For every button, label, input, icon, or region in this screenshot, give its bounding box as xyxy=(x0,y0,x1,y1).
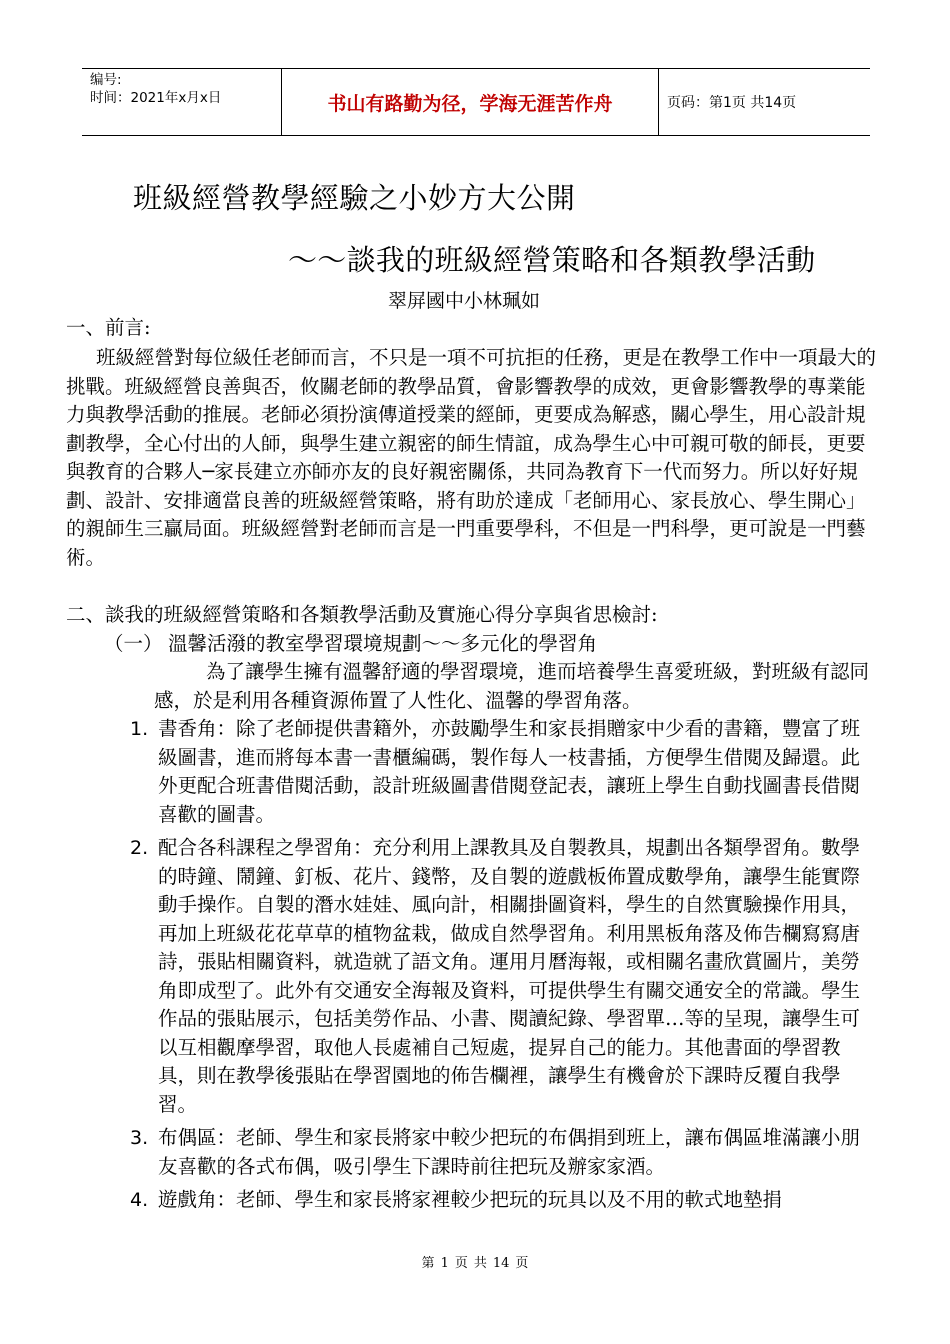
document-title: 班級經營教學經驗之小妙方大公開 xyxy=(133,181,576,215)
subsection-heading xyxy=(104,630,924,659)
author-line: 翠屏國中小林珮如 xyxy=(388,290,541,312)
section1-heading: 一、前言: xyxy=(66,316,151,339)
page-footer xyxy=(0,1252,950,1271)
footer-page-number: 1 xyxy=(440,1256,449,1271)
numbered-list xyxy=(130,715,878,1215)
header-page-info: 页码：第1页 共14页 xyxy=(667,95,797,111)
header-meta xyxy=(82,69,281,135)
footer-gong: 共 xyxy=(473,1256,487,1271)
document-subtitle: ～～談我的班級經營策略和各類教學活動 xyxy=(288,243,816,277)
list-item xyxy=(130,1186,878,1215)
list-item-text: 配合各科課程之學習角：充分利用上課教具及自製教具，規劃出各類學習角。數學的時鐘、鬧鐘、釘板、花片、錢幣，及自製的遊戲板佈置成數學角，讓學生能實際動手操作。自製的潛水娃娃、風向計，相關掛圖資料，學生的自然實驗操作用具，再加上班級花花草草的植物盆栽，做成自然學習角。利用黑板角落及佈告欄寫寫唐詩，張貼相關資料，就造就了語文角。運用月曆海報，或相關名畫欣賞圖片，美勞角即成型了。此外有交通安全海報及資料，可提供學生有關交通安全的常識。學生作品的張貼展示，包括美勞作品、小書、閱讀紀錄、學習單…等的呈現，讓學生可以互相觀摩學習，取他人長處補自己短處，提昇自己的能力。其他書面的學習教具，則在教學後張貼在學習園地的佈告欄裡，讓學生有機會於下課時反覆自我學習。 xyxy=(158,836,861,1116)
footer-di: 第 xyxy=(421,1256,435,1271)
list-item-number: 3. xyxy=(130,1127,149,1149)
list-item-number: 1. xyxy=(130,718,149,740)
time-label: 时间：2021年x月x日 xyxy=(90,90,222,106)
list-item-text: 布偶區：老師、學生和家長將家中較少把玩的布偶捐到班上，讓布偶區堆滿讓小朋友喜歡的各式布偶，吸引學生下課時前往把玩及辦家家酒。 xyxy=(158,1126,861,1178)
list-item xyxy=(130,834,878,1119)
header-motto: 书山有路勤为径，学海无涯苦作舟 xyxy=(281,69,659,135)
subsection-title: 溫馨活潑的教室學習環境規劃～～多元化的學習角 xyxy=(168,632,598,655)
list-item-number: 4. xyxy=(130,1189,149,1211)
header-table xyxy=(82,68,870,136)
subsection-intro xyxy=(154,658,874,715)
subsection-number: （一） xyxy=(104,632,163,655)
footer-total-pages: 14 xyxy=(492,1256,510,1271)
serial-label: 编号: xyxy=(90,72,122,88)
list-item-text: 書香角：除了老師提供書籍外，亦鼓勵學生和家長捐贈家中少看的書籍，豐富了班級圖書，進而將每本書一書櫃編碼，製作每人一枝書插，方便學生借閱及歸還。此外更配合班書借閱活動，設計班級圖書借閱登記表，讓班上學生自動找圖書長借閱喜歡的圖書。 xyxy=(158,717,861,826)
section1-body xyxy=(66,344,884,572)
section2-heading: 二、談我的班級經營策略和各類教學活動及實施心得分享與省思檢討: xyxy=(66,603,658,626)
footer-ye: 页 xyxy=(454,1256,468,1271)
section1-paragraph: 班級經營對每位級任老師而言，不只是一項不可抗拒的任務，更是在教學工作中一項最大的挑戰。班級經營良善與否，攸關老師的教學品質，會影響教學的成效，更會影響教學的專業能力與教學活動的推展。老師必須扮演傳道授業的經師，更要成為解惑，關心學生，用心設計規劃教學，全心付出的人師，與學生建立親密的師生情誼，成為學生心中可親可敬的師長，更要與教育的合夥人─家長建立亦師亦友的良好親密關係，共同為教育下一代而努力。所以好好規劃、設計、安排適當良善的班級經營策略，將有助於達成「老師用心、家長放心、學生開心」的親師生三贏局面。班級經營對老師而言是一門重要學科，不但是一門科學，更可說是一門藝術。 xyxy=(66,346,877,569)
intro-paragraph: 為了讓學生擁有溫馨舒適的學習環境，進而培養學生喜愛班級，對班級有認同感，於是利用各種資源佈置了人性化、溫馨的學習角落。 xyxy=(154,660,870,712)
footer-ye2: 页 xyxy=(515,1256,529,1271)
list-item xyxy=(130,1124,878,1181)
list-item-number: 2. xyxy=(130,837,149,859)
list-item-text: 遊戲角：老師、學生和家長將家裡較少把玩的玩具以及不用的軟式地墊捐 xyxy=(158,1188,783,1211)
list-item xyxy=(130,715,878,829)
